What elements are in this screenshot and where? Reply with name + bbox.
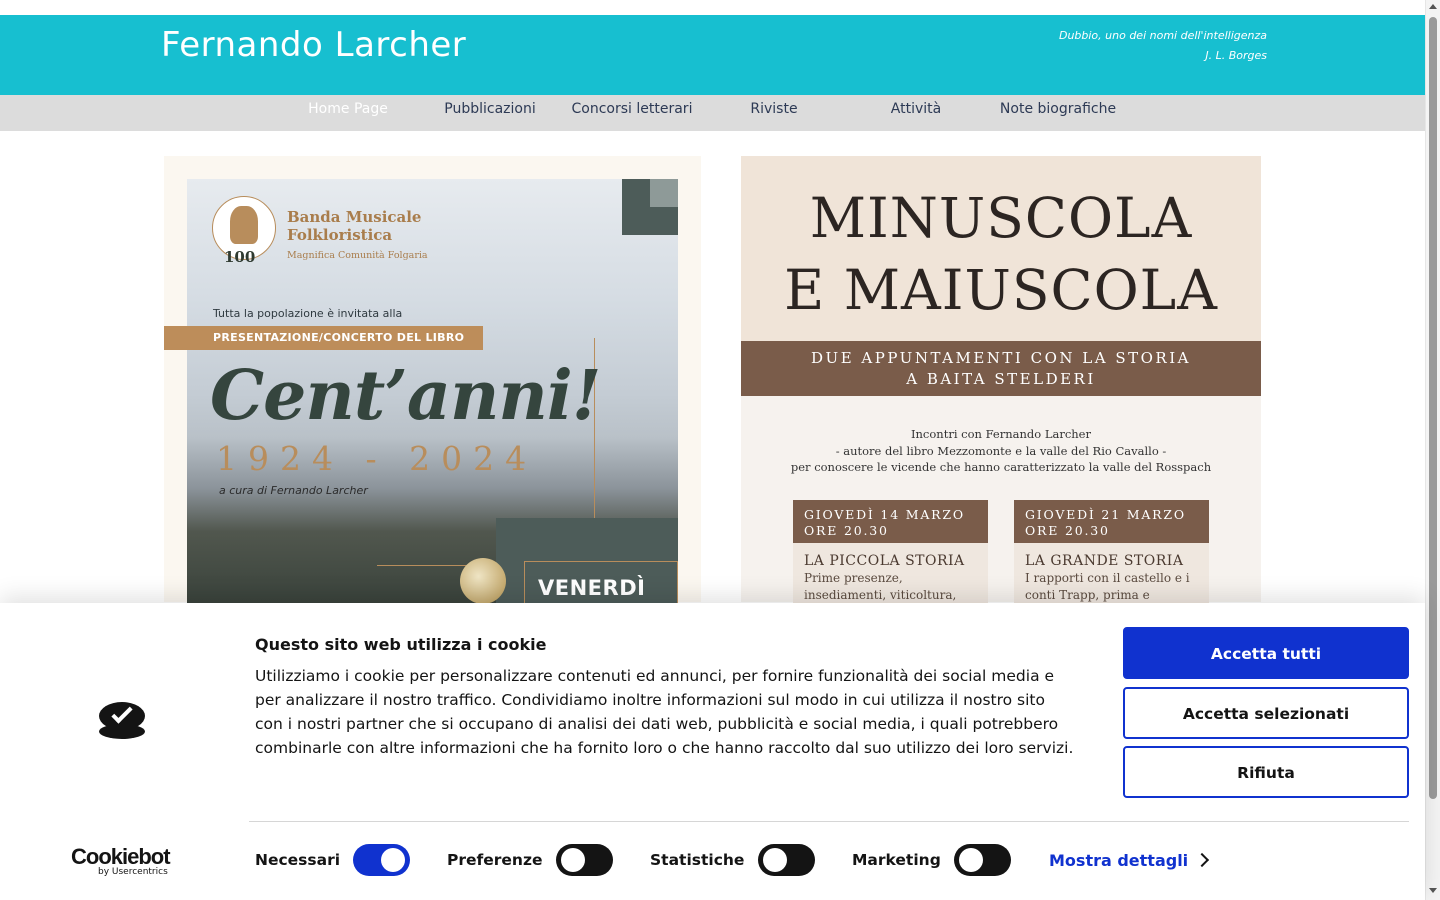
event-time: ORE 20.30 (804, 523, 889, 538)
nav-item-home[interactable]: Home Page (308, 101, 388, 117)
poster-subtitle-line1: DUE APPUNTAMENTI CON LA STORIA (811, 349, 1191, 367)
band-name (287, 208, 421, 244)
toggle-knob (959, 848, 983, 872)
poster-centanni[interactable] (164, 156, 701, 602)
chevron-right-icon[interactable] (1195, 853, 1209, 867)
event-card (793, 500, 988, 620)
toggle-label-marketing: Marketing (852, 851, 941, 869)
event-card-date (793, 500, 988, 543)
event-date: GIOVEDÌ 21 MARZO (1025, 507, 1186, 522)
poster-title (741, 182, 1261, 326)
cookie-divider (249, 821, 1409, 822)
poster-subtitle-band (741, 341, 1261, 396)
event-title: LA GRANDE STORIA (1025, 553, 1184, 569)
poster-title-line1: MINUSCOLA (809, 186, 1193, 250)
poster-intro-line1: Incontri con Fernando Larcher (910, 427, 1091, 441)
band-logo-number: 100 (224, 248, 256, 266)
header-quote (1059, 26, 1267, 66)
event-date: GIOVEDÌ 14 MARZO (804, 507, 965, 522)
band-name-line1: Banda Musicale (287, 208, 422, 226)
poster-band: PRESENTAZIONE/CONCERTO DEL LIBRO (164, 326, 483, 350)
toggle-preferenze[interactable] (556, 844, 613, 876)
nav-item-pubblicazioni[interactable]: Pubblicazioni (444, 101, 536, 117)
show-details-link[interactable]: Mostra dettagli (1049, 851, 1189, 870)
band-name-line2: Folkloristica (287, 226, 393, 244)
nav-item-riviste[interactable]: Riviste (750, 101, 798, 117)
page-scrollbar[interactable] (1425, 0, 1440, 900)
scroll-up-arrow-icon[interactable] (1429, 4, 1437, 9)
poster-day: VENERDÌ (538, 576, 646, 600)
poster-years: 1924 - 2024 (216, 439, 538, 478)
poster-invite: Tutta la popolazione è invitata alla (213, 307, 403, 320)
cookiebot-brand-sub: by Usercentrics (98, 867, 168, 877)
toggle-knob (381, 848, 405, 872)
toggle-necessari[interactable] (353, 844, 410, 876)
toggle-knob (561, 848, 585, 872)
site-title[interactable]: Fernando Larcher (161, 25, 467, 65)
event-card (1014, 500, 1209, 620)
toggle-label-statistiche: Statistiche (650, 851, 745, 869)
cookie-title: Questo sito web utilizza i cookie (255, 635, 547, 654)
cookiebot-brand: Cookiebot (71, 844, 170, 869)
nav-item-attivita[interactable]: Attività (890, 101, 942, 117)
poster-minuscola[interactable] (741, 156, 1261, 602)
poster-intro (741, 426, 1261, 476)
nav-item-note-biografiche[interactable]: Note biografiche (999, 101, 1117, 117)
poster-intro-line2: - autore del libro Mezzomonte e la valle del Rio Cavallo - (835, 443, 1167, 458)
toggle-knob (763, 848, 787, 872)
event-description: Prime presenze, insediamenti, viticoltura, (804, 571, 957, 602)
poster-decor-square-small (650, 179, 678, 207)
scroll-down-arrow-icon[interactable] (1429, 888, 1437, 893)
event-description: I rapporti con il castello e i conti Trapp, prima e (1025, 571, 1190, 602)
toggle-statistiche[interactable] (758, 844, 815, 876)
toggle-marketing[interactable] (954, 844, 1011, 876)
poster-subtitle-line2: A BAITA STELDERI (906, 370, 1096, 388)
poster-headline: Cent’anni! (210, 356, 601, 436)
main-nav (0, 95, 1425, 131)
medal-icon (460, 558, 506, 604)
quote-text: Dubbio, uno dei nomi dell'intelligenza (1058, 29, 1267, 42)
poster-intro-line3: per conoscere le vicende che hanno caratterizzato la valle del Rosspach (790, 460, 1212, 474)
top-strip (0, 0, 1425, 15)
poster-title-line2: E MAIUSCOLA (784, 258, 1218, 322)
scrollbar-thumb[interactable] (1429, 17, 1437, 799)
quote-author: J. L. Borges (1205, 49, 1267, 62)
accept-selected-button[interactable]: Accetta selezionati (1123, 687, 1409, 739)
event-card-date (1014, 500, 1209, 543)
toggle-label-necessari: Necessari (255, 851, 341, 869)
cookie-description: Utilizziamo i cookie per personalizzare contenuti ed annunci, per fornire funzionalità dei social media e per analizzare il nostro traffico. Condividiamo inoltre informazioni sul modo in cui utilizza il nostro sito con i nostri partner che si occupano di analisi dei dati web, pubblicità e social media, i quali potrebbero combinarle con altre informazioni che ha fornito loro o che hanno raccolto dal suo utilizzo dei loro servizi. (255, 667, 1074, 757)
event-time: ORE 20.30 (1025, 523, 1110, 538)
nav-item-concorsi[interactable]: Concorsi letterari (571, 101, 693, 117)
lyre-icon (230, 206, 258, 244)
site-header (0, 15, 1425, 95)
cookiebot-logo[interactable] (71, 844, 170, 877)
band-logo (212, 196, 276, 272)
toggle-label-preferenze: Preferenze (447, 851, 543, 869)
cookie-banner (0, 603, 1425, 900)
band-subtitle: Magnifica Comunità Folgaria (287, 250, 428, 261)
poster-curator: a cura di Fernando Larcher (219, 484, 368, 497)
event-title: LA PICCOLA STORIA (804, 553, 965, 569)
reject-button[interactable]: Rifiuta (1123, 746, 1409, 798)
cookie-consent-icon (99, 702, 145, 740)
accept-all-button[interactable]: Accetta tutti (1123, 627, 1409, 679)
